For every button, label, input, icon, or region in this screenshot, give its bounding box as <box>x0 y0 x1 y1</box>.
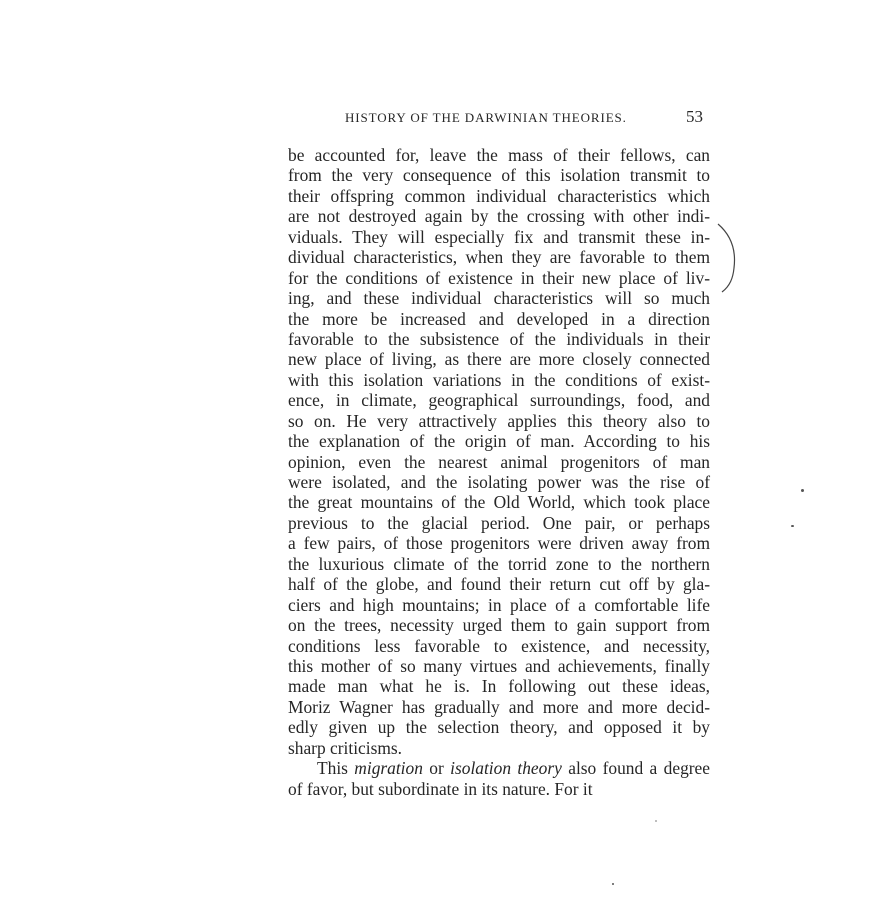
print-speck <box>655 820 657 822</box>
print-speck <box>612 883 614 885</box>
text-line: edly given up the selection theory, and opposed it by <box>288 717 710 738</box>
text-line: made man what he is. In following out these ideas, <box>288 676 710 697</box>
term-isolation-theory: isolation theory <box>450 758 562 779</box>
text-line: with this isolation variations in the conditions of exist- <box>288 369 710 390</box>
text-line: ing, and these individual characteristics will so much <box>288 288 710 309</box>
text-line: the more be increased and developed in a direction <box>288 308 710 329</box>
print-speck <box>801 489 804 492</box>
text-line: from the very consequence of this isolation transmit to <box>288 165 710 186</box>
text-line: the explanation of the origin of man. According to his <box>288 431 710 452</box>
text-line: their offspring common individual characteristics which <box>288 185 710 206</box>
text-line: conditions less favorable to existence, and necessity, <box>288 635 710 656</box>
margin-bracket-mark <box>716 222 746 294</box>
text-line: a few pairs, of those progenitors were driven away from <box>288 533 710 554</box>
text-line: sharp criticisms. <box>288 737 402 758</box>
text-line: be accounted for, leave the mass of their fellows, can <box>288 145 710 165</box>
body-text <box>288 145 710 799</box>
text-line: new place of living, as there are more closely connected <box>288 349 710 370</box>
text-line: viduals. They will especially fix and transmit these in- <box>288 226 710 247</box>
running-head <box>287 107 711 131</box>
paragraph-1 <box>288 145 710 758</box>
text-line: were isolated, and the isolating power was the rise of <box>288 472 710 492</box>
text-line: previous to the glacial period. One pair, or perhaps <box>288 512 710 533</box>
text-line: are not destroyed again by the crossing with other indi- <box>288 206 710 227</box>
print-speck <box>791 525 794 527</box>
text-line: so on. He very attractively applies this theory also to <box>288 410 710 431</box>
text-line: dividual characteristics, when they are favorable to them <box>288 247 710 268</box>
text-line: ciers and high mountains; in place of a comfortable life <box>288 594 710 615</box>
paragraph-2 <box>288 758 710 799</box>
page-number: 53 <box>686 107 703 126</box>
text-line: This migration or isolation theory also found a degree <box>317 758 710 779</box>
text-line: favorable to the subsistence of the individuals in their <box>288 328 710 349</box>
text-line: on the trees, necessity urged them to gain support from <box>288 615 710 636</box>
text-line: this mother of so many virtues and achievements, finally <box>288 655 710 676</box>
text-line: the luxurious climate of the torrid zone to the northern <box>288 553 710 574</box>
text-line: of favor, but subordinate in its nature. For it <box>288 778 593 799</box>
text-line: opinion, even the nearest animal progenitors of man <box>288 451 710 472</box>
text-line: for the conditions of existence in their new place of liv- <box>288 267 710 288</box>
text-line: the great mountains of the Old World, which took place <box>288 492 710 513</box>
text-line: Moriz Wagner has gradually and more and more decid- <box>288 696 710 717</box>
running-title: HISTORY OF THE DARWINIAN THEORIES. <box>345 110 627 125</box>
text-line: half of the globe, and found their return cut off by gla- <box>288 574 710 595</box>
term-migration: migration <box>354 758 423 779</box>
text-line: ence, in climate, geographical surroundings, food, and <box>288 390 710 411</box>
